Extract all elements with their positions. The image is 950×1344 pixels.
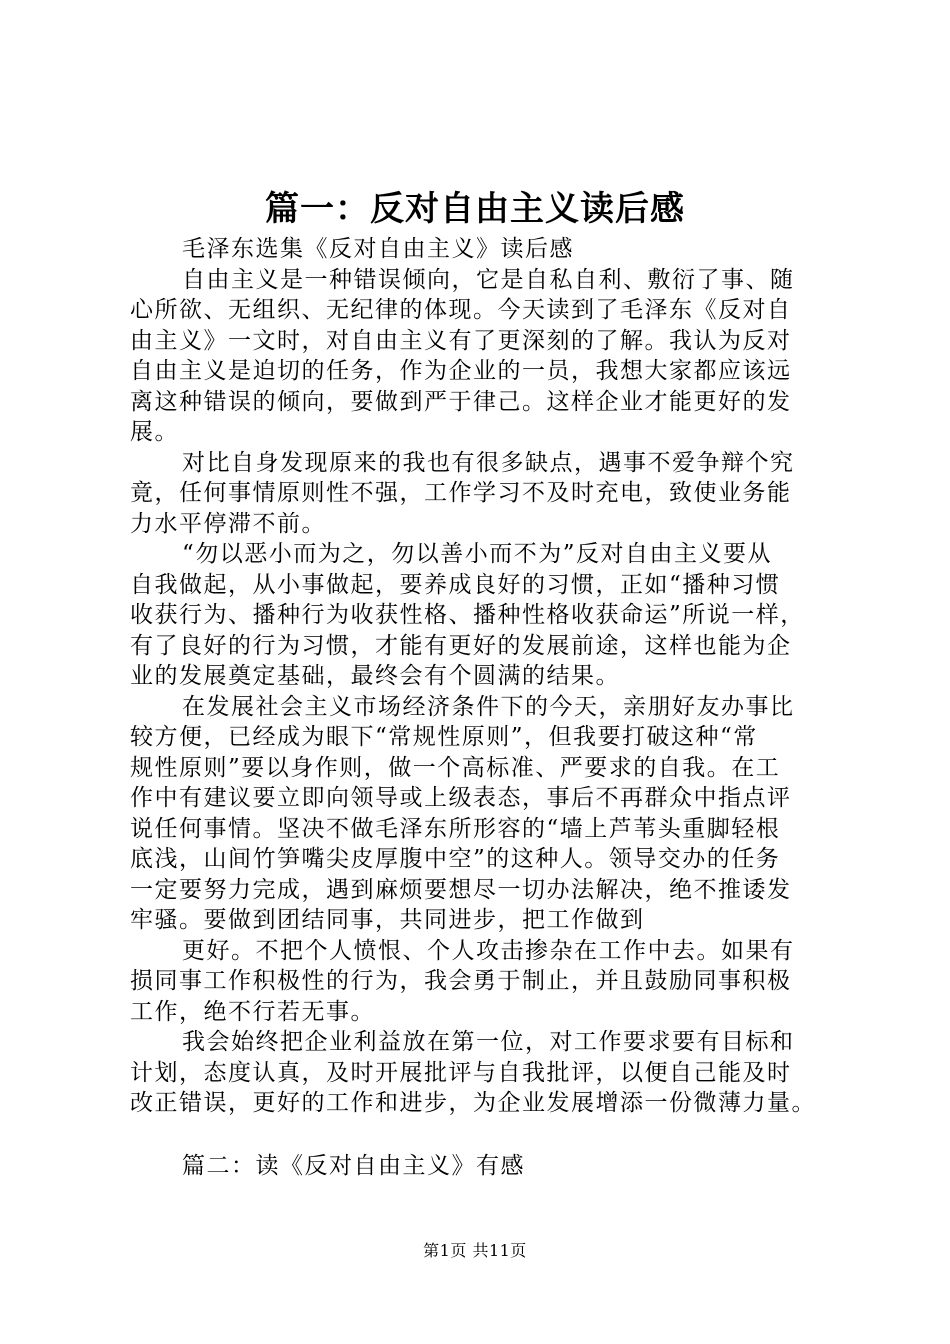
text-line: 规性原则”要以身作则，做一个高标准、严要求的自我。在工: [130, 754, 781, 781]
text-line: 自由主义是迫切的任务，作为企业的一员，我想大家都应该远: [130, 358, 792, 384]
document-subtitle: 毛泽东选集《反对自由主义》读后感: [182, 236, 574, 262]
text-line: 底浅，山间竹笋嘴尖皮厚腹中空”的这种人。领导交办的任务: [130, 846, 781, 872]
text-line: 作中有建议要立即向领导或上级表态，事后不再群众中指点评: [130, 785, 792, 811]
text-line: 说任何事情。坚决不做毛泽东所形容的“墙上芦苇头重脚轻根: [130, 815, 781, 842]
section-gap: [130, 1119, 830, 1151]
text-line: 一定要努力完成，遇到麻烦要想尽一切办法解决，绝不推诿发: [130, 876, 792, 903]
text-line: 心所欲、无组织、无纪律的体现。今天读到了毛泽东《反对自: [130, 297, 792, 323]
text-line: 对比自身发现原来的我也有很多缺点，遇事不爱争辩个究: [182, 449, 795, 476]
page-footer: 第1页 共11页: [423, 1241, 527, 1260]
text-line: 自由主义是一种错误倾向，它是自私自利、敷衍了事、随: [182, 266, 795, 293]
next-section-heading: 篇二：读《反对自由主义》有感: [182, 1152, 525, 1179]
text-line: 工作，绝不行若无事。: [130, 998, 375, 1025]
text-line: 有了良好的行为习惯，才能有更好的发展前途，这样也能为企: [130, 632, 792, 659]
document-body: [130, 234, 830, 1181]
text-line: 更好。不把个人愤恨、个人攻击掺杂在工作中去。如果有: [182, 937, 795, 964]
text-line: 损同事工作积极性的行为，我会勇于制止，并且鼓励同事积极: [130, 968, 792, 994]
text-line: 离这种错误的倾向，要做到严于律己。这样企业才能更好的发: [130, 388, 792, 415]
text-line: “勿以恶小而为之，勿以善小而不为”反对自由主义要从: [182, 541, 773, 567]
text-line: 较方便，已经成为眼下“常规性原则”，但我要打破这种“常: [130, 724, 758, 750]
text-line: 在发展社会主义市场经济条件下的今天，亲朋好友办事比: [182, 693, 795, 720]
document-title: 篇一：反对自由主义读后感: [265, 189, 685, 229]
text-line: 力水平停滞不前。: [130, 510, 326, 537]
text-line: 由主义》一文时，对自由主义有了更深刻的了解。我认为反对: [130, 327, 792, 354]
text-line: 业的发展奠定基础，最终会有个圆满的结果。: [130, 663, 620, 689]
text-line: 牢骚。要做到团结同事，共同进步，把工作做到: [130, 907, 645, 933]
text-line: 竟，任何事情原则性不强，工作学习不及时充电，致使业务能: [130, 480, 792, 506]
text-line: 计划，态度认真，及时开展批评与自我批评，以便自己能及时: [130, 1059, 792, 1086]
text-line: 收获行为、播种行为收获性格、播种性格收获命运”所说一样，: [130, 602, 805, 628]
paragraph-lines: [130, 265, 830, 1119]
text-line: 我会始终把企业利益放在第一位，对工作要求要有目标和: [182, 1029, 795, 1055]
text-line: 自我做起，从小事做起，要养成良好的习惯，正如“播种习惯: [130, 571, 781, 598]
text-line: 展。: [130, 419, 179, 445]
text-line: 改正错误，更好的工作和进步，为企业发展增添一份微薄力量。: [130, 1090, 816, 1116]
